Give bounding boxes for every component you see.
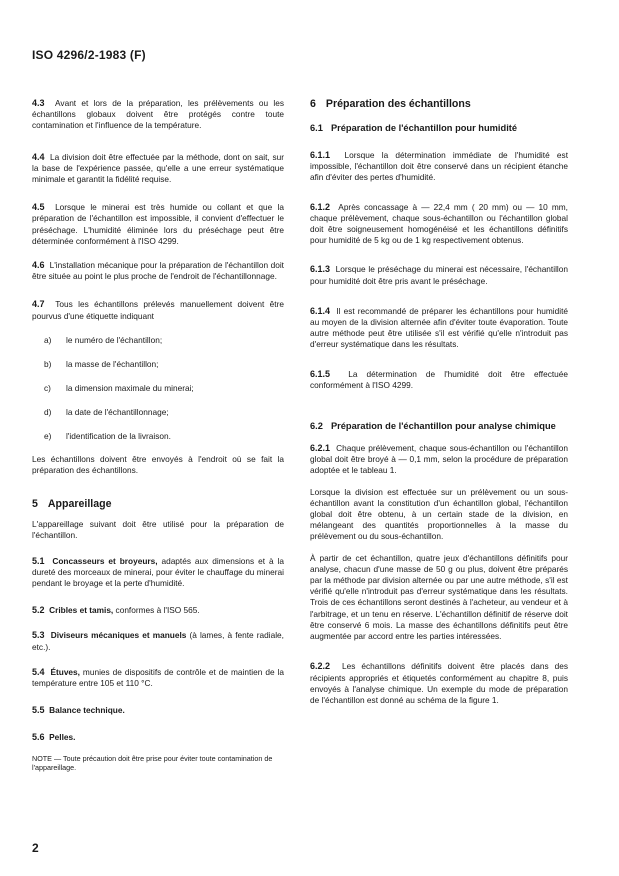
subsection-6-2-heading xyxy=(310,421,568,432)
note: NOTE — Toute précaution doit être prise pour éviter toute contamination de l'appareillage. xyxy=(32,753,273,773)
clause-text: Les échantillons définitifs doivent être placés dans des récipients appropriés et étiquetés conformément au chapitre 8, puis envoyés à l'analyse chimique. Un exemple du mode de préparation de l'échantillon est donné au schéma de la figure 1. xyxy=(310,661,568,705)
clause-text: Tous les échantillons prélevés manuellement doivent être pourvus d'une étiquette indiquant xyxy=(32,299,284,321)
clause-4-7-closing: Les échantillons doivent être envoyés à l'endroit où se fait la préparation des échantillons. xyxy=(32,453,284,476)
document-header: ISO 4296/2-1983 (F) xyxy=(32,48,146,62)
clause-number: 5.5 xyxy=(32,705,45,716)
section-5-intro: L'appareillage suivant doit être utilisé pour la préparation de l'échantillon. xyxy=(32,519,284,541)
right-column xyxy=(310,98,568,706)
section-6-heading xyxy=(310,98,568,110)
clause-text: Lorsque le minerai est très humide ou collant et que la préparation de l'échantillon est impossible, il convient d'effectuer le préséchage. L'humidité éliminée lors du préséchage peut être déterminée conformément à l'ISO 4299. xyxy=(32,202,284,246)
clause-6-1-5 xyxy=(310,369,568,391)
subsection-title: Préparation de l'échantillon pour analyse chimique xyxy=(330,421,556,432)
section-title: Préparation des échantillons xyxy=(325,98,471,110)
subsection-6-1-heading xyxy=(310,123,568,134)
clause-text: Il est recommandé de préparer les échantillons pour humidité au moyen de la division alternée afin d'éviter toute évaporation. Toute autre méthode peut être utilisée s'il est vérifié qu'elle n'introduit pas d'erreur systématique dans les résultats. xyxy=(310,305,568,350)
clause-6-2-1 xyxy=(310,443,568,477)
clause-6-1-2 xyxy=(310,202,568,247)
clause-5-1 xyxy=(32,556,284,590)
clause-text: La détermination de l'humidité doit être effectuée conformément à l'ISO 4299. xyxy=(310,368,568,390)
clause-term: Étuves, xyxy=(50,666,80,677)
clause-number: 6.1.3 xyxy=(310,264,331,275)
list-text: la date de l'échantillonnage; xyxy=(66,406,169,417)
clause-5-3 xyxy=(32,630,284,652)
clause-number: 4.6 xyxy=(32,260,45,271)
clause-6-2-1-para-3: À partir de cet échantillon, quatre jeux d'échantillons définitifs pour analyse, chacun d'une masse de 50 g ou plus, doivent être préparés par la méthode par division alternée ou par une autre méthode, s'il est vérifié qu'elle n'introduit pas d'erreur systématique dans les résultats. Trois de ces échantillons seront destinés à l'acheteur, au vendeur et à l'arbitrage, et un tenu en réserve. L'échantillon définitif de réserve doit être conservé 6 mois. La masse des échantillons définitifs peut être augmentée par accord entre les parties intéressées. xyxy=(310,552,568,642)
clause-number: 5.1 xyxy=(32,555,45,566)
subsection-number: 6.1 xyxy=(310,123,323,133)
clause-6-1-4 xyxy=(310,306,568,351)
clause-text: munies de dispositifs de contrôle et de maintien de la température entre 105 et 110 °C. xyxy=(32,666,284,689)
section-title: Appareillage xyxy=(47,498,112,511)
list-letter: e) xyxy=(44,430,52,441)
clause-4-4 xyxy=(32,152,284,186)
clause-number: 6.1.4 xyxy=(310,305,331,316)
clause-number: 4.7 xyxy=(32,299,45,310)
section-5-heading xyxy=(32,498,284,510)
clause-6-1-3 xyxy=(310,264,568,286)
list-text: la dimension maximale du minerai; xyxy=(66,382,194,393)
clause-text: conformes à l'ISO 565. xyxy=(113,605,200,616)
list-item xyxy=(32,431,284,442)
clause-5-5 xyxy=(32,705,284,716)
clause-text: Lorsque la détermination immédiate de l'humidité est impossible, l'échantillon doit être conservé dans un récipient étanche afin d'éviter des pertes d'humidité. xyxy=(310,150,568,183)
clause-text: adaptés aux dimensions et à la dureté des morceaux de minerai, pour éviter le chauffage du minerai pendant le broyage et la perte d'humidité. xyxy=(32,555,284,589)
clause-text: Chaque prélèvement, chaque sous-échantillon ou l'échantillon global doit être broyé à — 0,1 mm, selon la procédure de préparation adoptée et le tableau 1. xyxy=(310,443,568,476)
clause-5-6 xyxy=(32,732,284,743)
clause-6-2-1-para-2: Lorsque la division est effectuée sur un prélèvement ou un sous-échantillon avant la constitution d'un échantillon global, l'échantillon global doit être obtenu, à un certain stade de la division, en mélangeant des quantités proportionnelles à la masse du prélèvement ou du sous-échantillon. xyxy=(310,486,568,542)
clause-term: Concasseurs et broyeurs, xyxy=(52,555,158,566)
clause-4-7 xyxy=(32,299,284,321)
section-number: 5 xyxy=(32,498,38,511)
clause-text: Avant et lors de la préparation, les prélèvements ou les échantillons globaux doivent être protégés contre toute contamination et l'influence de la température. xyxy=(32,98,284,131)
list-item xyxy=(32,383,284,394)
clause-5-4 xyxy=(32,667,284,689)
clause-number: 6.2.1 xyxy=(310,443,331,454)
clause-number: 4.4 xyxy=(32,151,45,162)
list-letter: c) xyxy=(44,382,51,393)
list-item xyxy=(32,359,284,370)
clause-text: La division doit être effectuée par la méthode, dont on sait, sur la base de l'expérience passée, qu'elle a une erreur systématique minimale et garantit la fidélité requise. xyxy=(32,151,284,185)
clause-number: 5.4 xyxy=(32,666,45,677)
section-number: 6 xyxy=(310,98,316,110)
list-text: la masse de l'échantillon; xyxy=(66,358,159,369)
page-number: 2 xyxy=(32,841,39,855)
clause-4-5 xyxy=(32,202,284,247)
clause-term: Pelles. xyxy=(49,732,76,743)
left-column xyxy=(32,98,284,773)
clause-6-2-2 xyxy=(310,661,568,706)
list-letter: a) xyxy=(44,334,52,345)
clause-text: (à lames, à fente radiale, etc.). xyxy=(32,630,284,652)
clause-text: Lorsque le préséchage du minerai est nécessaire, l'échantillon pour humidité doit être pris avant le préséchage. xyxy=(310,264,568,286)
clause-text: L'installation mécanique pour la préparation de l'échantillon doit être située au point le plus proche de l'endroit de l'échantillonnage. xyxy=(32,260,284,282)
clause-term: Diviseurs mécaniques et manuels xyxy=(50,630,187,641)
clause-number: 6.1.2 xyxy=(310,201,331,212)
list-text: l'identification de la livraison. xyxy=(66,430,171,441)
clause-number: 4.3 xyxy=(32,98,45,108)
list-item xyxy=(32,407,284,418)
clause-4-6 xyxy=(32,260,284,282)
clause-number: 5.2 xyxy=(32,605,45,616)
list-text: le numéro de l'échantillon; xyxy=(66,334,163,345)
clause-text: Après concassage à — 22,4 mm ( 20 mm) ou — 10 mm, chaque prélèvement, chaque sous-échantillon ou l'échantillon global doit être soigneusement homogénéisé et les échantillons définitifs pour humidité de 5 kg ou de 1 kg respectivement obtenus. xyxy=(310,201,568,246)
clause-number: 6.2.2 xyxy=(310,661,331,672)
clause-number: 5.3 xyxy=(32,630,45,641)
clause-4-3 xyxy=(32,98,284,132)
clause-number: 5.6 xyxy=(32,732,45,743)
clause-5-2 xyxy=(32,605,284,616)
subsection-title: Préparation de l'échantillon pour humidité xyxy=(330,123,518,133)
list-item xyxy=(32,335,284,346)
subsection-number: 6.2 xyxy=(310,421,323,432)
clause-number: 6.1.1 xyxy=(310,150,331,160)
clause-term: Balance technique. xyxy=(49,705,125,716)
list-letter: b) xyxy=(44,358,52,369)
clause-6-1-1 xyxy=(310,150,568,184)
list-letter: d) xyxy=(44,406,52,417)
clause-number: 6.1.5 xyxy=(310,368,331,379)
clause-number: 4.5 xyxy=(32,202,45,213)
clause-term: Cribles et tamis, xyxy=(49,605,114,616)
